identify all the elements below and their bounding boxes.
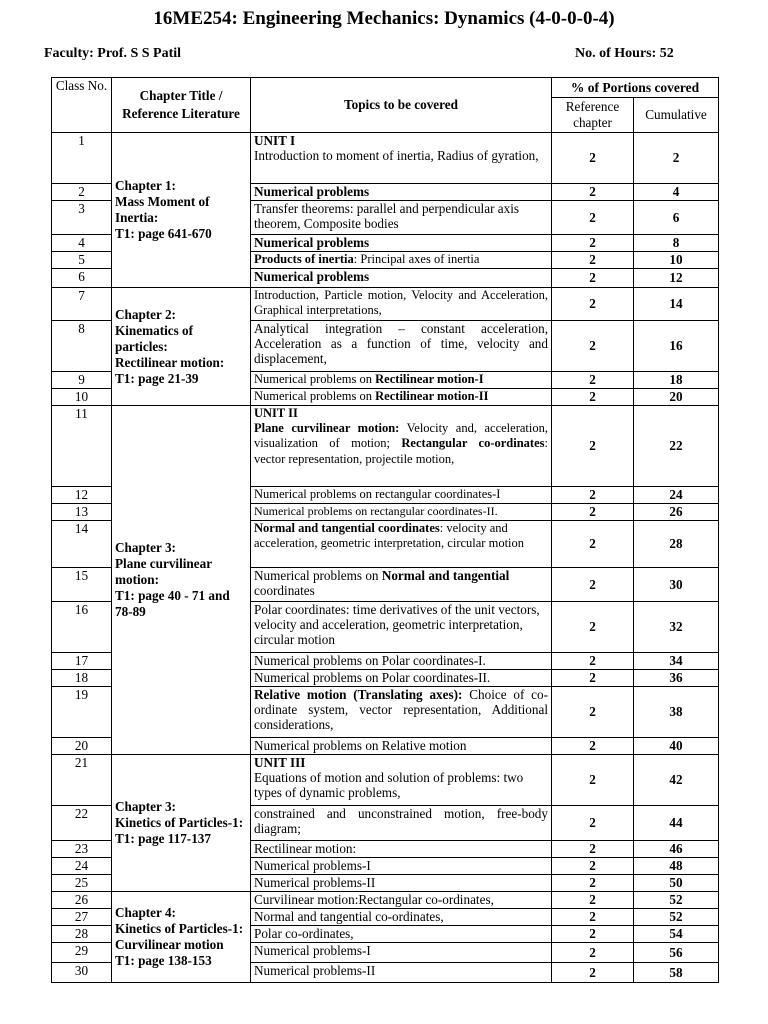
cumulative-value: 54 (634, 926, 719, 943)
chapter-cell (112, 133, 251, 288)
topic-cell (251, 755, 552, 806)
class-no: 26 (52, 892, 112, 909)
topic-text: Velocity and, acceleration, visualization of motion; (254, 421, 548, 451)
topic-cell (251, 504, 552, 521)
reference-value: 2 (552, 653, 634, 670)
chapter-reference: T1: page 641-670 (115, 226, 212, 241)
class-no: 17 (52, 653, 112, 670)
class-no: 21 (52, 755, 112, 806)
topic-text: Normal and tangential co-ordinates, (254, 909, 444, 924)
topic-cell (251, 602, 552, 653)
header-cumulative: Cumulative (634, 98, 719, 133)
topic-bold: Relative motion (Translating axes): (254, 687, 463, 702)
cumulative-value: 20 (634, 389, 719, 406)
topic-text: Choice of co-ordinate system, vector representation, Additional considerations, (254, 687, 548, 733)
class-no: 28 (52, 926, 112, 943)
chapter-name: Kinetics of Particles-1: (115, 815, 244, 830)
topic-cell (251, 288, 552, 321)
topic-cell (251, 858, 552, 875)
reference-value: 2 (552, 235, 634, 252)
cumulative-value: 12 (634, 269, 719, 288)
class-no: 18 (52, 670, 112, 687)
reference-value: 2 (552, 670, 634, 687)
reference-value: 2 (552, 504, 634, 521)
chapter-name: Plane curvilinear motion: (115, 556, 212, 587)
table-row (52, 288, 719, 321)
class-no: 4 (52, 235, 112, 252)
cumulative-value: 30 (634, 568, 719, 602)
topic-cell (251, 201, 552, 235)
cumulative-value: 48 (634, 858, 719, 875)
topic-bold: Rectilinear motion-I (375, 372, 484, 386)
topic-cell (251, 487, 552, 504)
unit-label: UNIT III (254, 755, 306, 770)
reference-value: 2 (552, 321, 634, 372)
class-no: 19 (52, 687, 112, 738)
faculty-label: Faculty: Prof. S S Patil (44, 46, 182, 61)
hours-label: No. of Hours: 52 (575, 46, 674, 61)
header-class-no: Class No. (52, 78, 112, 133)
table-row (52, 406, 719, 487)
topic-cell (251, 252, 552, 269)
reference-value: 2 (552, 288, 634, 321)
reference-value: 2 (552, 568, 634, 602)
topic-text: Numerical problems on (254, 372, 376, 386)
unit-label: UNIT II (254, 406, 298, 420)
topic-cell (251, 909, 552, 926)
topic-text: Numerical problems-I (254, 943, 371, 958)
cumulative-value: 10 (634, 252, 719, 269)
chapter-heading: Chapter 1: (115, 178, 176, 193)
topic-text: Numerical problems on Relative motion (254, 738, 467, 753)
cumulative-value: 28 (634, 521, 719, 568)
cumulative-value: 44 (634, 806, 719, 841)
table-row (52, 755, 719, 806)
reference-value: 2 (552, 487, 634, 504)
reference-value: 2 (552, 372, 634, 389)
topic-text: Numerical problems-II (254, 875, 376, 890)
cumulative-value: 40 (634, 738, 719, 755)
class-no: 13 (52, 504, 112, 521)
class-no: 12 (52, 487, 112, 504)
topic-cell (251, 963, 552, 983)
topic-text: : velocity and acceleration, geometric interpretation, circular motion (254, 521, 525, 551)
topic-text: Numerical problems on rectangular coordinates-II. (254, 504, 498, 518)
chapter-heading: Chapter 4: (115, 905, 176, 920)
reference-value: 2 (552, 406, 634, 487)
topic-text: Curvilinear motion:Rectangular co-ordinates, (254, 892, 494, 907)
cumulative-value: 52 (634, 892, 719, 909)
syllabus-table (51, 77, 719, 983)
cumulative-value: 32 (634, 602, 719, 653)
cumulative-value: 36 (634, 670, 719, 687)
topic-text-2: coordinates (254, 583, 315, 599)
chapter-name: Kinematics of particles: (115, 322, 194, 354)
reference-value: 2 (552, 963, 634, 983)
topic-text-2: : vector representation, projectile motion, (254, 436, 548, 466)
topic-cell (251, 406, 552, 487)
cumulative-value: 4 (634, 184, 719, 201)
topic-cell (251, 687, 552, 738)
chapter-heading: Chapter 3: (115, 799, 176, 814)
class-no: 7 (52, 288, 112, 321)
reference-value: 2 (552, 841, 634, 858)
topic-cell (251, 926, 552, 943)
cumulative-value: 24 (634, 487, 719, 504)
class-no: 30 (52, 963, 112, 983)
table-row (52, 892, 719, 909)
reference-value: 2 (552, 909, 634, 926)
topic-cell (251, 738, 552, 755)
class-no: 5 (52, 252, 112, 269)
class-no: 16 (52, 602, 112, 653)
class-no: 9 (52, 372, 112, 389)
topic-text: Numerical problems-II (254, 963, 376, 978)
cumulative-value: 2 (634, 133, 719, 184)
topic-bold: Products of inertia (254, 252, 354, 266)
chapter-cell (112, 755, 251, 892)
cumulative-value: 22 (634, 406, 719, 487)
topic-text: Numerical problems on (254, 568, 382, 583)
topic-cell (251, 653, 552, 670)
topic-text: constrained and unconstrained motion, free-body diagram; (254, 806, 548, 837)
topic-cell (251, 568, 552, 602)
class-no: 29 (52, 943, 112, 963)
reference-value: 2 (552, 943, 634, 963)
cumulative-value: 34 (634, 653, 719, 670)
cumulative-value: 52 (634, 909, 719, 926)
reference-value: 2 (552, 269, 634, 288)
cumulative-value: 58 (634, 963, 719, 983)
topic-text: Transfer theorems: parallel and perpendicular axis theorem, Composite bodies (254, 201, 519, 232)
unit-label: UNIT I (254, 133, 296, 148)
class-no: 1 (52, 133, 112, 184)
header-topics: Topics to be covered (251, 78, 552, 133)
topic-text: Introduction, Particle motion, Velocity and Acceleration, Graphical interpretations, (254, 288, 548, 318)
cumulative-value: 56 (634, 943, 719, 963)
class-no: 2 (52, 184, 112, 201)
cumulative-value: 42 (634, 755, 719, 806)
topic-bold-2: Rectangular co-ordinates (401, 436, 545, 451)
cumulative-value: 18 (634, 372, 719, 389)
topic-text: Numerical problems on Polar coordinates-II. (254, 670, 491, 685)
topic-text: Numerical problems on rectangular coordinates-I (254, 487, 501, 501)
cumulative-value: 46 (634, 841, 719, 858)
topic-bold: Rectilinear motion-II (375, 389, 489, 403)
cumulative-value: 26 (634, 504, 719, 521)
reference-value: 2 (552, 755, 634, 806)
chapter-heading: Chapter 2: (115, 306, 176, 322)
table-row (52, 133, 719, 184)
topic-bold: Numerical problems (254, 269, 370, 284)
chapter-reference: T1: page 21-39 (115, 370, 199, 386)
cumulative-value: 6 (634, 201, 719, 235)
reference-value: 2 (552, 806, 634, 841)
chapter-name: Kinetics of Particles-1: (115, 921, 244, 936)
class-no: 15 (52, 568, 112, 602)
cumulative-value: 14 (634, 288, 719, 321)
cumulative-value: 16 (634, 321, 719, 372)
topic-cell (251, 875, 552, 892)
class-no: 27 (52, 909, 112, 926)
topic-bold: Normal and tangential coordinates (254, 521, 440, 535)
class-no: 6 (52, 269, 112, 288)
chapter-name-2: Rectilinear motion: (115, 354, 225, 370)
topic-cell (251, 133, 552, 184)
topic-text: Introduction to moment of inertia, Radius of gyration, (254, 148, 539, 164)
class-no: 25 (52, 875, 112, 892)
cumulative-value: 50 (634, 875, 719, 892)
reference-value: 2 (552, 858, 634, 875)
topic-cell (251, 841, 552, 858)
topic-cell (251, 269, 552, 288)
reference-value: 2 (552, 892, 634, 909)
header-portions: % of Portions covered (552, 78, 719, 98)
reference-value: 2 (552, 875, 634, 892)
topic-text: Rectilinear motion: (254, 841, 357, 856)
topic-cell (251, 806, 552, 841)
topic-bold: Normal and tangential (381, 568, 510, 583)
chapter-reference: T1: page 40 - 71 and 78-89 (115, 588, 230, 619)
topic-text: Polar coordinates: time derivatives of the unit vectors, velocity and acceleration, geometric interpretation, circular motion (254, 602, 540, 648)
topic-bold: Numerical problems (254, 184, 370, 199)
class-no: 8 (52, 321, 112, 372)
reference-value: 2 (552, 521, 634, 568)
chapter-reference: T1: page 138-153 (115, 953, 212, 968)
header-chapter-title: Chapter Title / Reference Literature (112, 78, 251, 133)
reference-value: 2 (552, 602, 634, 653)
reference-value: 2 (552, 738, 634, 755)
topic-cell (251, 235, 552, 252)
topic-cell (251, 389, 552, 406)
chapter-reference: T1: page 117-137 (115, 831, 211, 846)
topic-bold: Numerical problems (254, 235, 370, 250)
topic-text: Numerical problems on Polar coordinates-I. (254, 653, 486, 668)
class-no: 23 (52, 841, 112, 858)
reference-value: 2 (552, 926, 634, 943)
topic-cell (251, 184, 552, 201)
topic-text: Numerical problems-I (254, 858, 371, 873)
chapter-name-2: Curvilinear motion (115, 937, 224, 952)
class-no: 11 (52, 406, 112, 487)
reference-value: 2 (552, 133, 634, 184)
reference-value: 2 (552, 687, 634, 738)
class-no: 24 (52, 858, 112, 875)
class-no: 20 (52, 738, 112, 755)
topic-cell (251, 521, 552, 568)
page-title: 16ME254: Engineering Mechanics: Dynamics (4-0-0-0-4) (153, 8, 615, 29)
cumulative-value: 8 (634, 235, 719, 252)
chapter-heading: Chapter 3: (115, 540, 176, 555)
class-no: 14 (52, 521, 112, 568)
reference-value: 2 (552, 201, 634, 235)
reference-value: 2 (552, 252, 634, 269)
topic-cell (251, 943, 552, 963)
topic-text: : Principal axes of inertia (353, 252, 480, 266)
class-no: 22 (52, 806, 112, 841)
chapter-name: Mass Moment of Inertia: (115, 194, 210, 225)
class-no: 10 (52, 389, 112, 406)
topic-cell (251, 321, 552, 372)
chapter-cell (112, 892, 251, 983)
topic-text: Numerical problems on (254, 389, 376, 403)
cumulative-value: 38 (634, 687, 719, 738)
topic-cell (251, 372, 552, 389)
topic-text: Equations of motion and solution of problems: two types of dynamic problems, (254, 770, 524, 801)
reference-value: 2 (552, 389, 634, 406)
chapter-cell (112, 406, 251, 755)
topic-bold: Plane curvilinear motion: (254, 421, 400, 436)
header-reference-chapter: Reference chapter (552, 98, 634, 133)
topic-text: Analytical integration – constant acceleration, Acceleration as a function of time, velocity and displacement, (254, 321, 548, 367)
chapter-cell (112, 288, 251, 406)
topic-cell (251, 670, 552, 687)
reference-value: 2 (552, 184, 634, 201)
class-no: 3 (52, 201, 112, 235)
topic-text: Polar co-ordinates, (254, 926, 354, 941)
topic-cell (251, 892, 552, 909)
